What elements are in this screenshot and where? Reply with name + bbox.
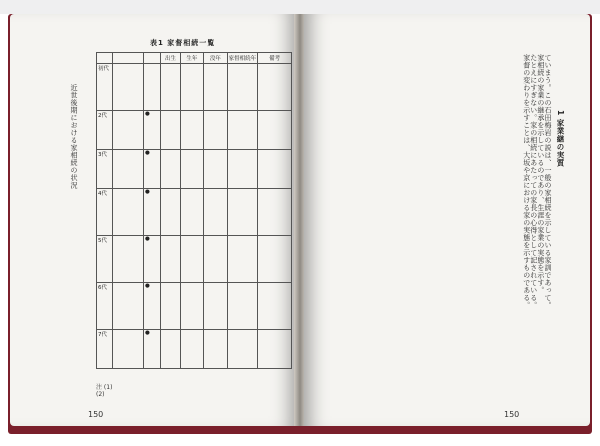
right-page <box>304 14 590 426</box>
table-cell <box>161 330 180 369</box>
table-cell <box>227 150 258 189</box>
table-cell <box>161 150 180 189</box>
table-cell <box>180 64 204 111</box>
table-cell <box>113 330 144 369</box>
table-header-row <box>97 53 292 64</box>
table-cell <box>144 64 161 111</box>
table-cell <box>180 150 204 189</box>
table-note-1: 注 (1) <box>96 384 113 391</box>
left-page <box>10 14 296 426</box>
table-cell <box>113 236 144 283</box>
table-cell <box>180 111 204 150</box>
table-row <box>97 283 292 330</box>
table-cell: 6代 <box>97 283 113 330</box>
table-cell <box>113 64 144 111</box>
table-cell <box>258 64 292 111</box>
text-column: 家督の変わりを示すことは、大坂や京における家の実態を示すものである。 <box>522 54 531 309</box>
table-cell <box>227 111 258 150</box>
table-cell <box>180 236 204 283</box>
page-number-right: 150 <box>504 410 520 419</box>
table-header-cell <box>97 53 113 64</box>
table-header-cell <box>113 53 144 64</box>
table-cell <box>227 236 258 283</box>
table-row <box>97 64 292 111</box>
table-cell <box>204 330 228 369</box>
table-cell <box>258 236 292 283</box>
table-cell <box>204 283 228 330</box>
table-row <box>97 150 292 189</box>
table-cell <box>258 283 292 330</box>
table-row <box>97 189 292 236</box>
table-cell <box>258 330 292 369</box>
table-header-cell <box>144 53 161 64</box>
table-cell <box>161 111 180 150</box>
table-cell: 3代 <box>97 150 113 189</box>
table-cell: 初代 <box>97 64 113 111</box>
table-cell: ● <box>144 111 161 150</box>
table-cell <box>161 64 180 111</box>
table-cell <box>180 283 204 330</box>
table-header-cell: 備考 <box>258 53 292 64</box>
table-cell <box>113 283 144 330</box>
table-cell <box>204 150 228 189</box>
table-cell <box>204 236 228 283</box>
text-column: たとえにすぎない。家の相続にあたっての家長の心得として記されている。 <box>529 54 538 309</box>
side-caption: 近世後期における家相続の状況 <box>70 84 78 189</box>
table-cell: ● <box>144 330 161 369</box>
table-cell: ● <box>144 283 161 330</box>
text-column: 家相続の家業の継承を示しているのであり、生涯の家業の実態を示す。 <box>536 54 545 294</box>
table-cell: ● <box>144 189 161 236</box>
table-row <box>97 236 292 283</box>
table-cell: 2代 <box>97 111 113 150</box>
table-cell <box>227 64 258 111</box>
table-cell: 5代 <box>97 236 113 283</box>
table-cell <box>113 189 144 236</box>
table-cell <box>161 189 180 236</box>
text-column: ていまう。この石田梅岩の説は、一般の家相続を示している家訓であって。 <box>544 54 552 309</box>
table-row <box>97 111 292 150</box>
table-header-cell: 家督相続年 <box>227 53 258 64</box>
table-header-cell: 出生 <box>161 53 180 64</box>
table-cell <box>113 111 144 150</box>
table-cell <box>161 283 180 330</box>
table-cell <box>113 150 144 189</box>
table-cell <box>258 111 292 150</box>
table-note-2: (2) <box>96 391 105 398</box>
table-cell <box>204 189 228 236</box>
table-cell <box>227 283 258 330</box>
table-cell <box>204 64 228 111</box>
page-number-left: 150 <box>88 410 104 419</box>
table-cell <box>258 189 292 236</box>
table-cell <box>227 189 258 236</box>
table-cell <box>180 189 204 236</box>
table-cell: ● <box>144 236 161 283</box>
table-cell: 7代 <box>97 330 113 369</box>
table-cell <box>161 236 180 283</box>
table-cell: ● <box>144 150 161 189</box>
table-cell: 4代 <box>97 189 113 236</box>
table-cell <box>204 111 228 150</box>
table-header-cell: 没年 <box>204 53 228 64</box>
table-cell <box>258 150 292 189</box>
succession-table <box>96 52 292 369</box>
table-cell <box>227 330 258 369</box>
table-row <box>97 330 292 369</box>
background <box>0 0 600 14</box>
table-cell <box>180 330 204 369</box>
table-title: 表1 家督相続一覧 <box>150 39 216 47</box>
table-header-cell: 生年 <box>180 53 204 64</box>
section-heading: 1 家業継の実質 <box>556 110 565 167</box>
